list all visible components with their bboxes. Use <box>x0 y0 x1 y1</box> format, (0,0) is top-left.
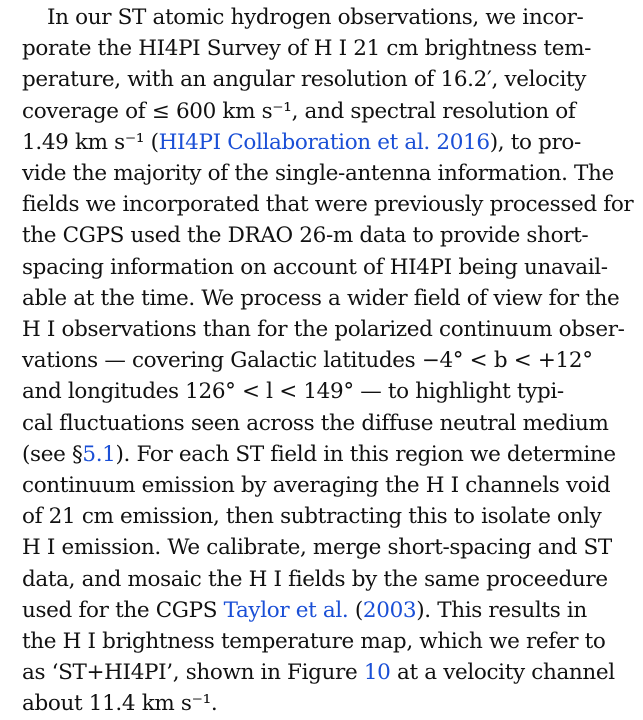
text-line <box>0 345 643 377</box>
text-line <box>0 252 643 284</box>
text-segment: vide the majority of the single-antenna information. The <box>22 161 614 186</box>
text-line <box>0 408 643 440</box>
text-segment: ( <box>348 597 363 623</box>
text-line <box>0 564 643 596</box>
text-segment: at a velocity channel <box>390 660 615 686</box>
text-line <box>0 127 643 159</box>
text-segment: ). For each ST field in this region we determine <box>115 441 616 467</box>
text-line <box>0 158 643 190</box>
text-segment: ). This results in <box>416 597 587 623</box>
text-segment: about 11.4 km s⁻¹. <box>22 691 218 717</box>
text-line <box>0 220 643 252</box>
text-line <box>0 626 643 658</box>
text-segment: vations — covering Galactic latitudes −4° < b < +12° <box>22 348 593 374</box>
text-segment: fields we incorporated that were previously processed for <box>22 192 634 218</box>
citation-link[interactable]: 2003 <box>362 597 417 623</box>
text-segment: In our ST atomic hydrogen observations, we incor- <box>47 5 584 30</box>
text-line <box>0 283 643 315</box>
text-segment: 1.49 km s⁻¹ ( <box>22 129 159 155</box>
text-segment: H I emission. We calibrate, merge short-spacing and ST <box>22 535 612 561</box>
text-segment: porate the HI4PI Survey of H I 21 cm brightness tem- <box>22 36 592 62</box>
text-segment: used for the CGPS <box>22 597 224 623</box>
text-segment: coverage of ≤ 600 km s⁻¹, and spectral resolution of <box>22 98 576 124</box>
text-line <box>0 64 643 96</box>
text-line <box>0 470 643 502</box>
text-segment: the CGPS used the DRAO 26-m data to provide short- <box>22 223 589 249</box>
text-line <box>0 189 643 221</box>
citation-link[interactable]: HI4PI Collaboration et al. 2016 <box>158 129 490 155</box>
text-line <box>0 532 643 564</box>
citation-link[interactable]: 5.1 <box>82 441 116 467</box>
text-line <box>0 501 643 533</box>
text-line <box>0 657 643 689</box>
text-segment: and longitudes 126° < l < 149° — to highlight typi- <box>22 379 564 405</box>
text-line <box>0 439 643 471</box>
text-line <box>0 688 643 720</box>
text-line <box>0 595 643 627</box>
text-line <box>0 33 643 65</box>
text-line <box>0 96 643 128</box>
citation-link[interactable]: Taylor et al. <box>223 597 349 623</box>
text-segment: (see § <box>22 441 83 467</box>
text-line <box>0 2 643 34</box>
text-segment: able at the time. We process a wider field of view for the <box>22 285 620 311</box>
text-segment: of 21 cm emission, then subtracting this to isolate only <box>22 504 602 530</box>
text-segment: spacing information on account of HI4PI being unavail- <box>22 254 608 280</box>
text-segment: ), to pro- <box>489 129 581 155</box>
text-line <box>0 376 643 408</box>
citation-link[interactable]: 10 <box>363 660 391 686</box>
text-segment: as ‘ST+HI4PI’, shown in Figure <box>22 660 364 686</box>
text-segment: data, and mosaic the H I fields by the same proceedure <box>22 566 608 592</box>
text-line <box>0 314 643 346</box>
text-segment: continuum emission by averaging the H I channels void <box>22 473 611 498</box>
text-segment: the H I brightness temperature map, which we refer to <box>22 629 606 654</box>
text-segment: perature, with an angular resolution of 16.2′, velocity <box>22 67 587 93</box>
text-segment: H I observations than for the polarized continuum obser- <box>22 317 625 342</box>
text-segment: cal fluctuations seen across the diffuse neutral medium <box>22 410 609 436</box>
